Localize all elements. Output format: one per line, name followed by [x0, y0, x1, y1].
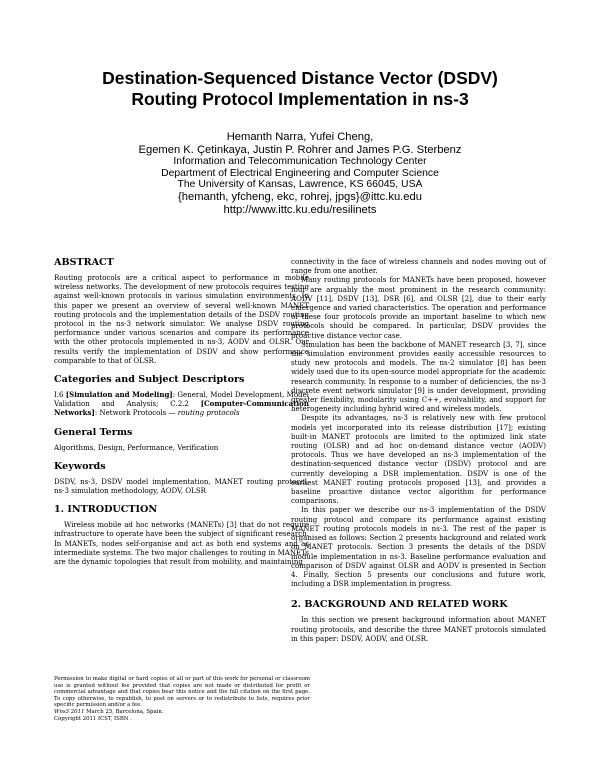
introduction-heading: 1. INTRODUCTION [54, 504, 158, 516]
right-paragraph-0: connectivity in the face of wireless channels and nodes moving out of range from one another. [291, 257, 546, 276]
author-names-1: Hemanth Narra, Yufei Cheng, [226, 131, 374, 143]
right-paragraph-4: In this paper we describe our ns-3 implementation of the DSDV routing protocol and compare its performance against existing MANET routing protocols models in ns-3. The rest of the paper is organised as follows: Section 2 presents background and related work on MANET protocols. Section 3 presents the details of the DSDV module implementation in ns-3. Baseline performance evaluation and comparison of DSDV against OLSR and AODV is presented in Section 4. Finally, Section 5 presents our conclusions and future work, including a DSR implementation in progress. [291, 505, 546, 589]
author-block [40, 131, 560, 216]
affiliation-3: The University of Kansas, Lawrence, KS 66045, USA [177, 179, 423, 191]
abstract-heading: ABSTRACT [54, 257, 114, 268]
copyright-footnote [54, 676, 310, 722]
author-names-2: Egemen K. Çetinkaya, Justin P. Rohrer and James P.G. Sterbenz [138, 143, 462, 156]
background-heading: 2. BACKGROUND AND RELATED WORK [291, 599, 508, 611]
title-line-1: Destination-Sequenced Distance Vector (DSDV) [102, 68, 498, 88]
left-column [54, 257, 309, 566]
right-paragraph-2: Simulation has been the backbone of MANET research [3, 7], since the simulation environment provides easily accessible resources to study new protocols and models. The ns-2 simulator [8] has been widely used due to its open-source model appropriate for the academic research community. In response to a number of deficiencies, the ns-3 discrete event network simulator [9] is under development, providing greater flexibility, modularity using C++, evolvability, and support for heterogeneity including hybrid wired and wireless models. [291, 339, 546, 414]
copyright-line: Copyright 2011 ICST, ISBN . [54, 715, 132, 722]
affiliation-1: Information and Telecommunication Technology Center [173, 156, 427, 168]
right-column [291, 257, 546, 643]
categories-heading: Categories and Subject Descriptors [54, 374, 245, 386]
right-paragraph-3: Despite its advantages, ns-3 is relatively new with few protocol models yet incorporated into its release distribution [17]; existing built-in MANET protocols are limited to the optimized link state routing (OLSR) and ad hoc on-demand distance vector (AODV) protocols. Thus we have developed an ns-3 implementation of the destination-sequenced distance vector (DSDV) protocol and are currently developing a DSR implementation. DSDV is one of the earliest MANET routing protocols proposed [13], and provides a baseline proactive distance vector algorithm for performance comparisons. [291, 413, 546, 506]
project-url[interactable]: http://www.ittc.ku.edu/resilinets [223, 203, 377, 216]
right-paragraph-1: Many routing protocols for MANETs have been proposed, however four are arguably the most prominent in the research community: AODV [11], DSDV [13], DSR [6], and OLSR [2], due to their early emergence and varied characteristics. The operation and performance of these four protocols provide an important baseline to which new protocols should be compared. In particular, DSDV provides the proactive distance vector case. [291, 275, 546, 340]
venue-line: Wns3 2011 March 25, Barcelona, Spain. [54, 708, 164, 715]
permission-text: Permission to make digital or hard copies of all or part of this work for personal or classroom use is granted without fee provided that copies are not made or distributed for profit or commercial advantage and that copies bear this notice and the full citation on the first page. To copy otherwise, to republish, to post on servers or to redistribute to lists, requires prior specific permission and/or a fee. [54, 676, 310, 709]
paper-title [40, 68, 560, 110]
background-paragraph: In this section we present background information about MANET routing protocols, and describe the three MANET protocols simulated in this paper: DSDV, AODV, and OLSR. [291, 615, 546, 643]
general-terms-text: Algorithms, Design, Performance, Verification [54, 442, 219, 452]
keywords-text: DSDV, ns-3, DSDV model implementation, MANET routing protocol, ns-3 simulation methodology, AODV, OLSR [54, 476, 309, 496]
title-line-2: Routing Protocol Implementation in ns-3 [131, 89, 469, 109]
categories-text: I.6 [Simulation and Modeling]: General, Model Development, Model Validation and Analysis; C.2.2 [Computer-Communication Networks]: Network Protocols — routing protocols [54, 390, 310, 418]
author-emails: {hemanth, yfcheng, ekc, rohrej, jpgs}@ittc.ku.edu [178, 190, 422, 203]
abstract-text: Routing protocols are a critical aspect to performance in mobile wireless networks. The development of new protocols requires testing against well-known protocols in various simulation environments. In this paper we present an overview of several well-known MANET routing protocols and the implementation details of the DSDV routing protocol in the ns-3 network simulator. We analyse DSDV routing performance under various scenarios and compare its performance with the other protocols implemented in ns-3, AODV and OLSR. Our results verify the implementation of DSDV and show performance comparable to that of OLSR. [54, 273, 309, 365]
introduction-paragraph: Wireless mobile ad hoc networks (MANETs) [3] that do not require infrastructure to operate have been the subject of significant research. In MANETs, nodes self-organise and act as both end systems and as intermediate systems. The two major challenges to routing in MANETs are the dynamic topologies that result from mobility, and maintaining [54, 520, 309, 567]
affiliation-2: Department of Electrical Engineering and Computer Science [161, 167, 439, 179]
general-terms-heading: General Terms [54, 426, 133, 438]
keywords-heading: Keywords [54, 460, 106, 472]
